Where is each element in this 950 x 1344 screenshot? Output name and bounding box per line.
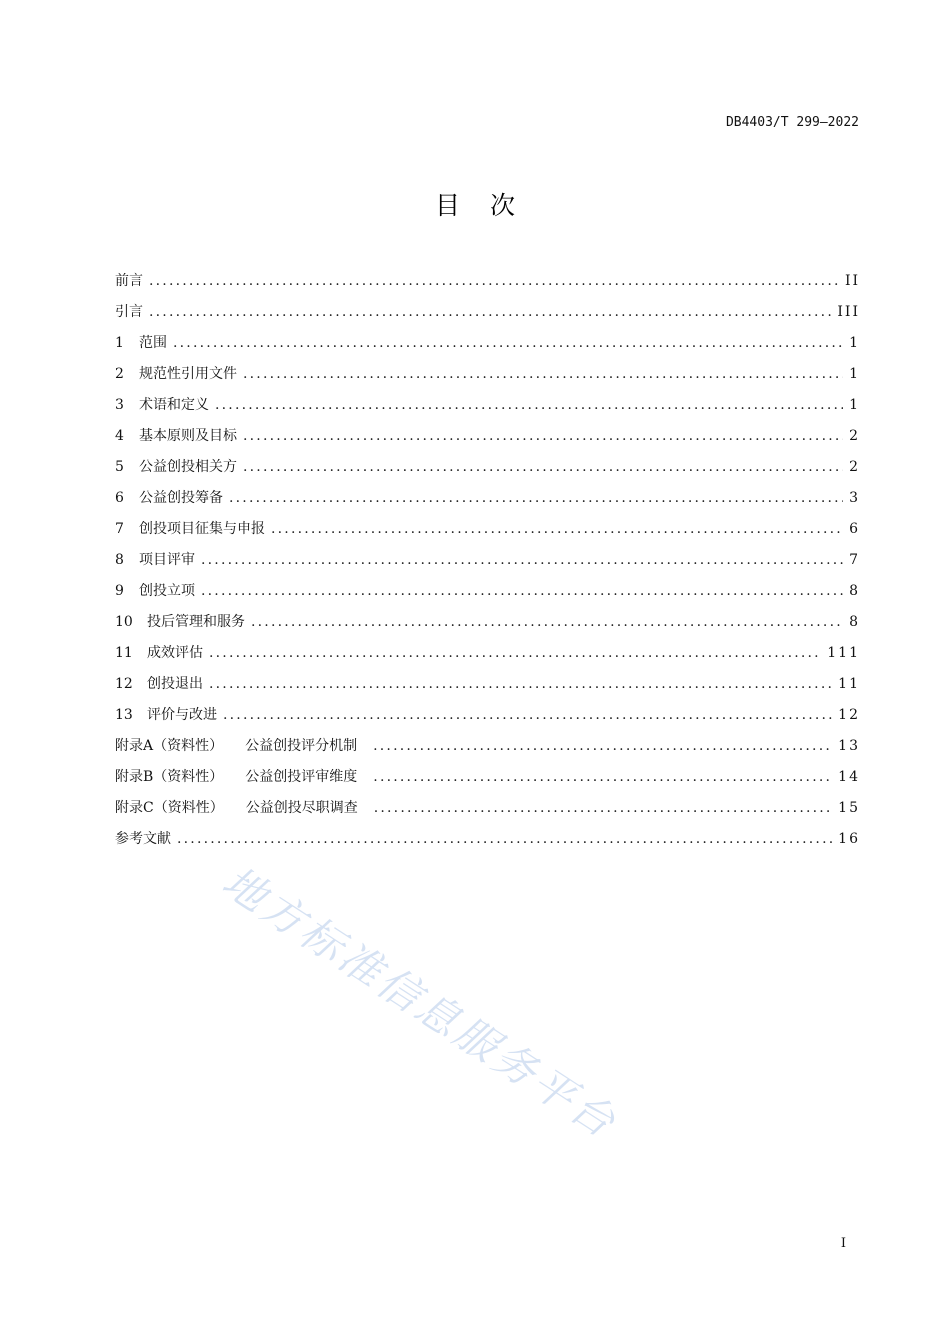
toc-entry-label: 引言 [115, 304, 143, 320]
dot-leader [215, 390, 843, 421]
toc-entry-references[interactable] [115, 824, 860, 855]
toc-entry-label: 创投立项 [139, 583, 195, 599]
dot-leader [374, 793, 832, 824]
toc-entry-page: 6 [849, 521, 860, 537]
appendix-label: 公益创投尽职调查 [245, 800, 358, 816]
toc-entry-page: 16 [838, 831, 860, 847]
dot-leader [243, 359, 843, 390]
toc-entry-page: 1 [849, 335, 860, 351]
toc-entry-page: 111 [827, 645, 860, 661]
toc-entry-11[interactable] [115, 638, 860, 669]
toc-entry-label: 评价与改进 [147, 707, 217, 723]
toc-entry-page: 2 [849, 428, 860, 444]
toc-entry-9[interactable] [115, 576, 860, 607]
dot-leader [243, 421, 843, 452]
toc-entry-1[interactable] [115, 328, 860, 359]
toc-entry-12[interactable] [115, 669, 860, 700]
toc-entry-number: 11 [115, 645, 133, 661]
appendix-title [115, 793, 368, 824]
toc-entry-13[interactable] [115, 700, 860, 731]
toc-entry-number: 6 [115, 490, 124, 506]
dot-leader [149, 297, 831, 328]
dot-leader [201, 576, 843, 607]
toc-entry-number: 8 [115, 552, 124, 568]
toc-entry-page: 11 [838, 676, 860, 692]
toc-entry-label: 创投退出 [147, 676, 203, 692]
page-number: I [840, 1236, 846, 1251]
dot-leader [173, 328, 843, 359]
toc-entry-number: 5 [115, 459, 124, 475]
dot-leader [243, 452, 843, 483]
toc-entry-label: 公益创投筹备 [139, 490, 223, 506]
appendix-title [115, 762, 367, 793]
table-of-contents [115, 266, 860, 855]
toc-entry-number: 3 [115, 397, 124, 413]
toc-entry-page: III [837, 304, 860, 320]
dot-leader [229, 483, 843, 514]
toc-entry-page: 13 [838, 738, 860, 754]
toc-entry-3[interactable] [115, 390, 860, 421]
dot-leader [373, 762, 832, 793]
toc-entry-page: II [844, 273, 860, 289]
dot-leader [271, 514, 843, 545]
dot-leader [209, 669, 832, 700]
toc-entry-number: 1 [115, 335, 124, 351]
toc-entry-5[interactable] [115, 452, 860, 483]
appendix-label: 公益创投评分机制 [245, 738, 358, 754]
toc-entry-label: 规范性引用文件 [139, 366, 237, 382]
toc-entry-6[interactable] [115, 483, 860, 514]
toc-entry-page: 8 [849, 583, 860, 599]
toc-entry-foreword[interactable] [115, 266, 860, 297]
toc-entry-label: 投后管理和服务 [147, 614, 245, 630]
appendix-title [115, 731, 367, 762]
appendix-prefix: 附录B（资料性） [115, 769, 224, 785]
toc-entry-4[interactable] [115, 421, 860, 452]
toc-entry-number: 7 [115, 521, 124, 537]
dot-leader [149, 266, 839, 297]
dot-leader [209, 638, 821, 669]
toc-entry-label: 项目评审 [139, 552, 195, 568]
toc-entry-label: 范围 [139, 335, 167, 351]
toc-entry-page: 1 [849, 366, 860, 382]
toc-entry-number: 2 [115, 366, 124, 382]
toc-entry-appendix-c[interactable] [115, 793, 860, 824]
toc-entry-10[interactable] [115, 607, 860, 638]
toc-entry-page: 12 [838, 707, 860, 723]
toc-entry-label: 术语和定义 [139, 397, 209, 413]
toc-entry-label: 创投项目征集与申报 [139, 521, 265, 537]
toc-entry-2[interactable] [115, 359, 860, 390]
dot-leader [201, 545, 843, 576]
toc-entry-appendix-b[interactable] [115, 762, 860, 793]
toc-entry-number: 4 [115, 428, 124, 444]
toc-entry-page: 7 [849, 552, 860, 568]
toc-entry-introduction[interactable] [115, 297, 860, 328]
toc-entry-8[interactable] [115, 545, 860, 576]
dot-leader [373, 731, 832, 762]
dot-leader [223, 700, 832, 731]
toc-entry-page: 14 [838, 769, 860, 785]
watermark: 地方标准信息服务平台 [213, 856, 627, 1149]
appendix-prefix: 附录A（资料性） [115, 738, 224, 754]
toc-entry-page: 1 [849, 397, 860, 413]
toc-entry-number: 10 [115, 614, 133, 630]
document-code: DB4403/T 299—2022 [725, 115, 859, 130]
toc-entry-appendix-a[interactable] [115, 731, 860, 762]
toc-entry-label: 基本原则及目标 [139, 428, 237, 444]
appendix-label: 公益创投评审维度 [245, 769, 358, 785]
toc-entry-number: 9 [115, 583, 124, 599]
dot-leader [251, 607, 843, 638]
toc-entry-page: 8 [849, 614, 860, 630]
toc-entry-page: 3 [849, 490, 860, 506]
toc-entry-label: 参考文献 [115, 831, 171, 847]
toc-entry-label: 成效评估 [147, 645, 203, 661]
toc-entry-label: 前言 [115, 273, 143, 289]
dot-leader [177, 824, 832, 855]
toc-entry-page: 2 [849, 459, 860, 475]
toc-entry-page: 15 [838, 800, 860, 816]
toc-entry-7[interactable] [115, 514, 860, 545]
toc-entry-number: 12 [115, 676, 133, 692]
page-title: 目次 [434, 191, 545, 220]
appendix-prefix: 附录C（资料性） [115, 800, 224, 816]
toc-entry-number: 13 [115, 707, 133, 723]
toc-entry-label: 公益创投相关方 [139, 459, 237, 475]
